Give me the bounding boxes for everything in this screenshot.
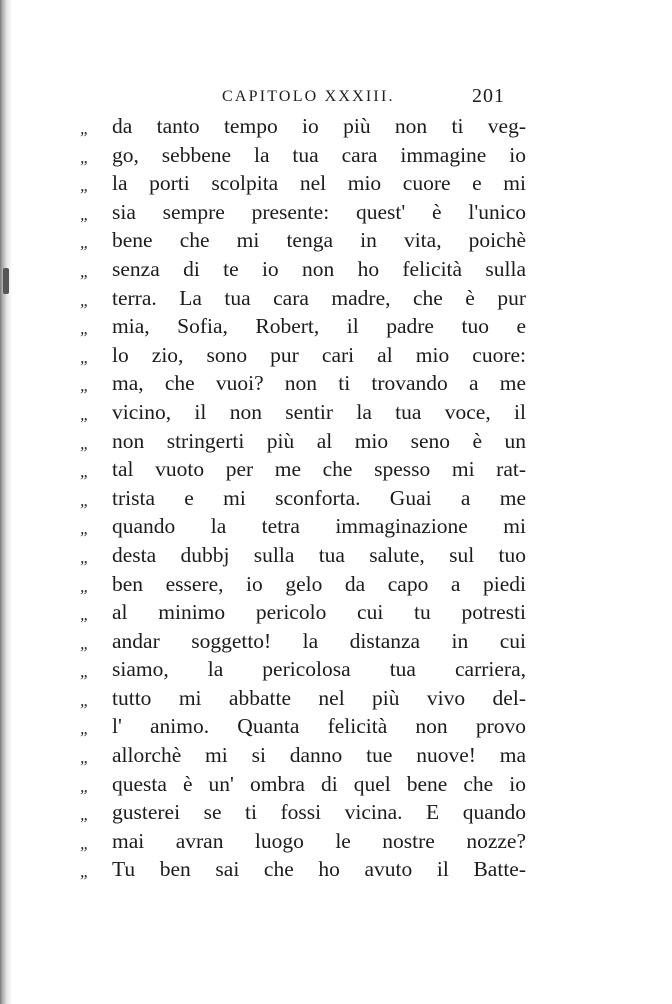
line-text: siamo, la pericolosa tua carriera, (112, 657, 526, 682)
line-text: ma, che vuoi? non ti trovando a me (112, 371, 526, 396)
line-text: desta dubbj sulla tua salute, sul tuo (112, 542, 526, 567)
text-line (80, 141, 526, 170)
page-number: 201 (472, 85, 505, 107)
quotation-mark: „ (80, 719, 90, 739)
text-line (80, 570, 526, 599)
line-text: sia sempre presente: quest' è l'unico (112, 199, 526, 224)
line-text: gusterei se ti fossi vicina. E quando (112, 800, 526, 825)
line-text: terra. La tua cara madre, che è pur (112, 285, 526, 310)
quotation-mark: „ (80, 261, 90, 281)
quotation-mark: „ (80, 576, 90, 596)
quotation-mark: „ (80, 519, 90, 539)
text-line (80, 684, 526, 713)
line-text: ben essere, io gelo da capo a piedi (112, 571, 526, 596)
line-text: bene che mi tenga in vita, poichè (112, 228, 526, 253)
line-text: da tanto tempo io più non ti veg- (112, 114, 526, 138)
quotation-mark: „ (80, 605, 90, 625)
quotation-mark: „ (80, 176, 90, 196)
line-text: lo zio, sono pur cari al mio cuore: (112, 342, 526, 367)
line-text: quando la tetra immaginazione mi (112, 514, 526, 539)
line-text: go, sebbene la tua cara immagine io (112, 142, 526, 167)
quotation-mark: „ (80, 748, 90, 768)
text-line (80, 712, 526, 741)
text-line (80, 827, 526, 856)
line-text: mai avran luogo le nostre nozze? (112, 828, 526, 853)
spine-mark (3, 268, 9, 294)
quotation-mark: „ (80, 433, 90, 453)
quotation-mark: „ (80, 319, 90, 339)
text-line (80, 770, 526, 799)
quotation-mark: „ (80, 633, 90, 653)
page-header (0, 85, 672, 110)
quotation-mark: „ (80, 547, 90, 567)
quotation-mark: „ (80, 404, 90, 424)
text-line (80, 427, 526, 456)
line-text: andar soggetto! la distanza in cui (112, 628, 526, 653)
text-line (80, 226, 526, 255)
text-line (80, 741, 526, 770)
text-line (80, 398, 526, 427)
quotation-mark: „ (80, 290, 90, 310)
line-text: la porti scolpita nel mio cuore e mi (112, 171, 526, 196)
text-line (80, 455, 526, 484)
line-text: mia, Sofia, Robert, il padre tuo e (112, 314, 526, 339)
book-spine-shadow (0, 0, 12, 1004)
line-text: al minimo pericolo cui tu potresti (112, 600, 526, 625)
text-line (80, 255, 526, 284)
text-line (80, 112, 526, 141)
quotation-mark: „ (80, 833, 90, 853)
quotation-mark: „ (80, 690, 90, 710)
text-line (80, 284, 526, 313)
line-text: questa è un' ombra di quel bene che io (112, 771, 526, 796)
line-text: allorchè mi si danno tue nuove! ma (112, 743, 526, 768)
quotation-mark: „ (80, 862, 90, 882)
line-text: l' animo. Quanta felicità non provo (112, 714, 526, 739)
quotation-mark: „ (80, 119, 90, 138)
text-line (80, 798, 526, 827)
line-text: vicino, il non sentir la tua voce, il (112, 399, 526, 424)
quotation-mark: „ (80, 805, 90, 825)
line-text: tutto mi abbatte nel più vivo del- (112, 685, 526, 710)
text-line (80, 484, 526, 513)
text-line (80, 512, 526, 541)
line-text: trista e mi sconforta. Guai a me (112, 485, 526, 510)
body-text (80, 112, 526, 884)
line-text: non stringerti più al mio seno è un (112, 428, 526, 453)
quotation-mark: „ (80, 662, 90, 682)
text-line (80, 655, 526, 684)
quotation-mark: „ (80, 347, 90, 367)
quotation-mark: „ (80, 233, 90, 253)
text-line (80, 312, 526, 341)
text-line (80, 855, 526, 884)
text-line (80, 169, 526, 198)
line-text: Tu ben sai che ho avuto il Batte- (112, 857, 526, 882)
text-line (80, 198, 526, 227)
quotation-mark: „ (80, 462, 90, 482)
text-line (80, 598, 526, 627)
text-line (80, 627, 526, 656)
line-text: senza di te io non ho felicità sulla (112, 256, 526, 281)
quotation-mark: „ (80, 376, 90, 396)
quotation-mark: „ (80, 490, 90, 510)
text-line (80, 369, 526, 398)
line-text: tal vuoto per me che spesso mi rat- (112, 457, 526, 482)
text-line (80, 341, 526, 370)
running-title: CAPITOLO XXXIII. (222, 88, 395, 105)
quotation-mark: „ (80, 147, 90, 167)
quotation-mark: „ (80, 776, 90, 796)
text-line (80, 541, 526, 570)
quotation-mark: „ (80, 204, 90, 224)
